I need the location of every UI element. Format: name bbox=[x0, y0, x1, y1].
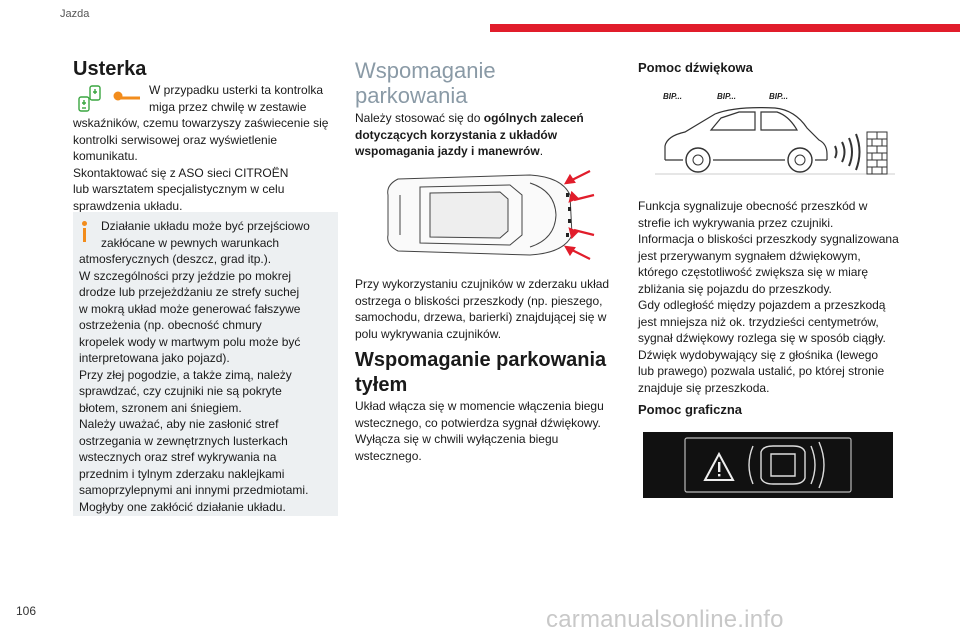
bip-label: BIP... bbox=[663, 92, 682, 101]
para-line: wstecznego, co potwierdza sygnał dźwiękowy. bbox=[355, 415, 601, 430]
graphic-assist-display bbox=[643, 432, 893, 498]
info-line: sprawdzać, czy czujniki nie są pokryte bbox=[79, 384, 282, 398]
usterka-body bbox=[73, 82, 335, 214]
info-line: Działanie układu może być przejściowo bbox=[101, 219, 310, 233]
usterka-line: lub warsztatem specjalistycznym w celu bbox=[73, 182, 285, 196]
usterka-line: Skontaktować się z ASO sieci CITROËN bbox=[73, 165, 289, 180]
para-line: jest przerywanym sygnałem dźwiękowym, bbox=[638, 248, 861, 263]
info-line: przednim i tylnym zderzaku naklejkami bbox=[79, 466, 285, 481]
intro-bold: wspomagania jazdy i manewrów bbox=[355, 144, 540, 158]
para-line: Funkcja sygnalizuje obecność przeszkód w bbox=[638, 199, 868, 213]
para-line: Przy wykorzystaniu czujników w zderzaku układ bbox=[355, 277, 610, 291]
audio-assist-heading: Pomoc dźwiękowa bbox=[638, 60, 753, 75]
intro-bold: ogólnych zaleceń bbox=[483, 111, 584, 125]
para-line: którego częstotliwość zwiększa się w miarę bbox=[638, 265, 869, 279]
info-line: Należy uważać, aby nie zasłonić stref bbox=[79, 417, 279, 431]
warning-triangle-icon bbox=[705, 454, 733, 480]
graphic-assist-heading: Pomoc graficzna bbox=[638, 402, 743, 417]
heading-line: Wspomaganie parkowania bbox=[355, 349, 607, 371]
parking-assist-title bbox=[355, 58, 615, 108]
rear-parking-body bbox=[355, 398, 620, 464]
para-line: Układ włącza się w momencie włączenia biegu bbox=[355, 399, 604, 413]
intro-bold: dotyczących korzystania z układów bbox=[355, 127, 558, 142]
usterka-line: kontrolki serwisowej oraz wyświetlenie bbox=[73, 132, 278, 147]
para-line: zbliżania się pojazdu do przeszkody. bbox=[638, 281, 832, 296]
usterka-line: wskaźników, czemu towarzyszy zaświecenie się bbox=[73, 116, 329, 130]
header-accent-bar bbox=[490, 24, 960, 32]
para-line: sygnał dźwiękowy rozlega się w sposób ciągły. bbox=[638, 331, 886, 345]
title-line: Wspomaganie bbox=[355, 58, 496, 83]
site-watermark: carmanualsonline.info bbox=[546, 606, 784, 633]
usterka-title: Usterka bbox=[73, 58, 147, 80]
info-line: kropelek wody w martwym polu może być bbox=[79, 334, 301, 349]
para-line: znajduje się przeszkoda. bbox=[638, 380, 770, 395]
para-line: Gdy odległość między pojazdem a przeszkodą bbox=[638, 298, 886, 312]
audio-assist-body bbox=[638, 198, 908, 396]
running-header: Jazda bbox=[60, 8, 90, 20]
info-line: zakłócane w pewnych warunkach bbox=[101, 235, 280, 250]
intro-text: Należy stosować się do bbox=[355, 111, 484, 125]
title-line: parkowania bbox=[355, 83, 468, 108]
para-line: ostrzega o bliskości przeszkody (np. pieszego, bbox=[355, 293, 603, 308]
info-line: ostrzeżenia (np. obecność chmury bbox=[79, 318, 262, 332]
bip-label: BIP... bbox=[717, 92, 736, 101]
parking-intro bbox=[355, 110, 620, 160]
info-line: błotem, szronem ani śniegiem. bbox=[79, 400, 242, 415]
info-line: ostrzegania w zewnętrznych lusterkach bbox=[79, 433, 288, 448]
para-line: wstecznego. bbox=[355, 448, 422, 463]
info-line: w mokrą układ może generować fałszywe bbox=[79, 301, 301, 316]
rear-parking-heading bbox=[355, 348, 625, 398]
info-line: Mogłyby one zakłócić działanie układu. bbox=[79, 499, 286, 514]
intro-text: . bbox=[539, 144, 544, 158]
info-line: drodze lub przejeżdżaniu ze strefy suchej bbox=[79, 285, 300, 299]
bip-label: BIP... bbox=[769, 92, 788, 101]
heading-line: tyłem bbox=[355, 374, 408, 396]
usterka-line: W przypadku usterki ta kontrolka bbox=[149, 83, 324, 97]
usterka-line: komunikatu. bbox=[73, 149, 138, 163]
usterka-line: sprawdzenia układu. bbox=[73, 198, 183, 213]
info-note-box bbox=[73, 212, 338, 516]
para-line: Informacja o bliskości przeszkody sygnalizowana bbox=[638, 232, 899, 246]
para-line: Wyłącza się w chwili wyłączenia biegu bbox=[355, 432, 559, 446]
para-line: polu wykrywania czujników. bbox=[355, 326, 502, 341]
info-line: atmosferycznych (deszcz, grad itp.). bbox=[79, 252, 272, 266]
car-top-view-illustration bbox=[380, 165, 600, 265]
para-line: lub prawego) pozwala ustalić, po której stronie bbox=[638, 364, 885, 378]
para-line: samochodu, drzewa, barierki) znajdującej się w bbox=[355, 310, 607, 324]
info-line: W szczególności przy jeździe po mokrej bbox=[79, 268, 292, 283]
usterka-section bbox=[73, 58, 146, 81]
info-line: samoprzylepnymi ani innymi przedmiotami. bbox=[79, 483, 309, 497]
info-line: Przy złej pogodzie, a także zimą, należy bbox=[79, 367, 292, 382]
usterka-line: miga przez chwilę w zestawie bbox=[149, 99, 307, 114]
para-line: Dźwięk wydobywający się z głośnika (lewego bbox=[638, 347, 879, 362]
para-line: strefie ich wykrywania przez czujniki. bbox=[638, 215, 834, 230]
car-side-view-illustration bbox=[655, 88, 895, 184]
page-number: 106 bbox=[16, 604, 37, 618]
para-line: jest mniejsza niż ok. trzydzieści centymetrów, bbox=[638, 314, 879, 329]
info-line: interpretowana jako pojazd). bbox=[79, 351, 230, 365]
info-line: wstecznych oraz stref wykrywania na bbox=[79, 450, 277, 464]
info-note-text bbox=[79, 218, 334, 515]
sensor-description bbox=[355, 276, 620, 342]
